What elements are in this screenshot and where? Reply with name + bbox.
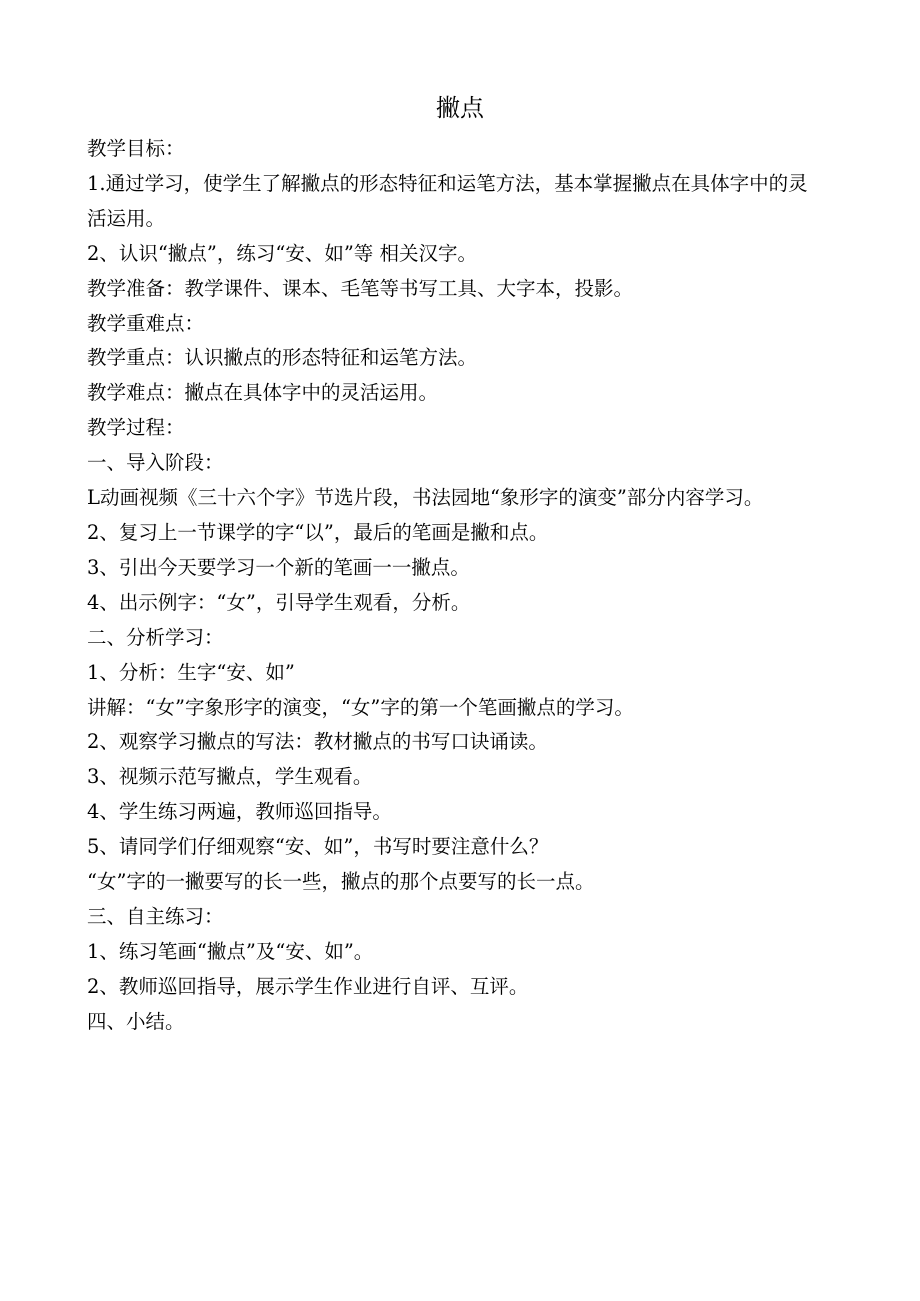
- difficult-point-line: 教学难点：撇点在具体字中的灵活运用。: [87, 381, 439, 405]
- key-point-line: 教学重点：认识撇点的形态特征和运笔方法。: [87, 346, 478, 370]
- document-body: [87, 132, 827, 1040]
- intro-item: 2、复习上一节课学的字“以”，最后的笔画是撇和点。: [87, 520, 549, 544]
- heading-process: 教学过程：: [87, 416, 185, 440]
- section-heading-analysis: 二、分析学习：: [87, 625, 224, 649]
- document-title: 撇点: [436, 94, 484, 122]
- analysis-item: 3、视频示范写撇点，学生观看。: [87, 765, 373, 789]
- intro-item: 4、出示例字：“女”，引导学生观看，分析。: [87, 590, 471, 614]
- intro-item: L动画视频《三十六个字》节选片段，书法园地“象形字的演变”部分内容学习。: [87, 486, 764, 510]
- section-heading-intro: 一、导入阶段：: [87, 451, 224, 475]
- analysis-item: “女”字的一撇要写的长一些，撇点的那个点要写的长一点。: [87, 870, 595, 894]
- section-heading-summary: 四、小结。: [87, 1009, 185, 1033]
- preparation-line: 教学准备：教学课件、课本、毛笔等书写工具、大字本，投影。: [87, 276, 634, 300]
- objective-item: 2、认识“撇点”，练习“安、如”等 相关汉字。: [87, 241, 477, 265]
- analysis-item: 5、请同学们仔细观察“安、如”，书写时要注意什么？: [87, 835, 549, 859]
- section-heading-practice: 三、自主练习：: [87, 904, 224, 928]
- analysis-item: 1、分析：生字“安、如”: [87, 660, 295, 684]
- analysis-item: 讲解：“女”字象形字的演变，“女”字的第一个笔画撇点的学习。: [87, 695, 634, 719]
- objective-item: 1.通过学习，使学生了解撇点的形态特征和运笔方法，基本掌握撇点在具体字中的灵活运用。: [87, 171, 808, 230]
- analysis-item: 2、观察学习撇点的写法：教材撇点的书写口诀诵读。: [87, 730, 548, 754]
- practice-item: 2、教师巡回指导，展示学生作业进行自评、互评。: [87, 974, 529, 998]
- heading-key-difficult-points: 教学重难点：: [87, 311, 205, 335]
- intro-item: 3、引出今天要学习一个新的笔画一一撇点。: [87, 555, 470, 579]
- practice-item: 1、练习笔画“撇点”及“安、如”。: [87, 939, 374, 963]
- heading-objectives: 教学目标：: [87, 137, 185, 160]
- analysis-item: 4、学生练习两遍，教师巡回指导。: [87, 800, 392, 824]
